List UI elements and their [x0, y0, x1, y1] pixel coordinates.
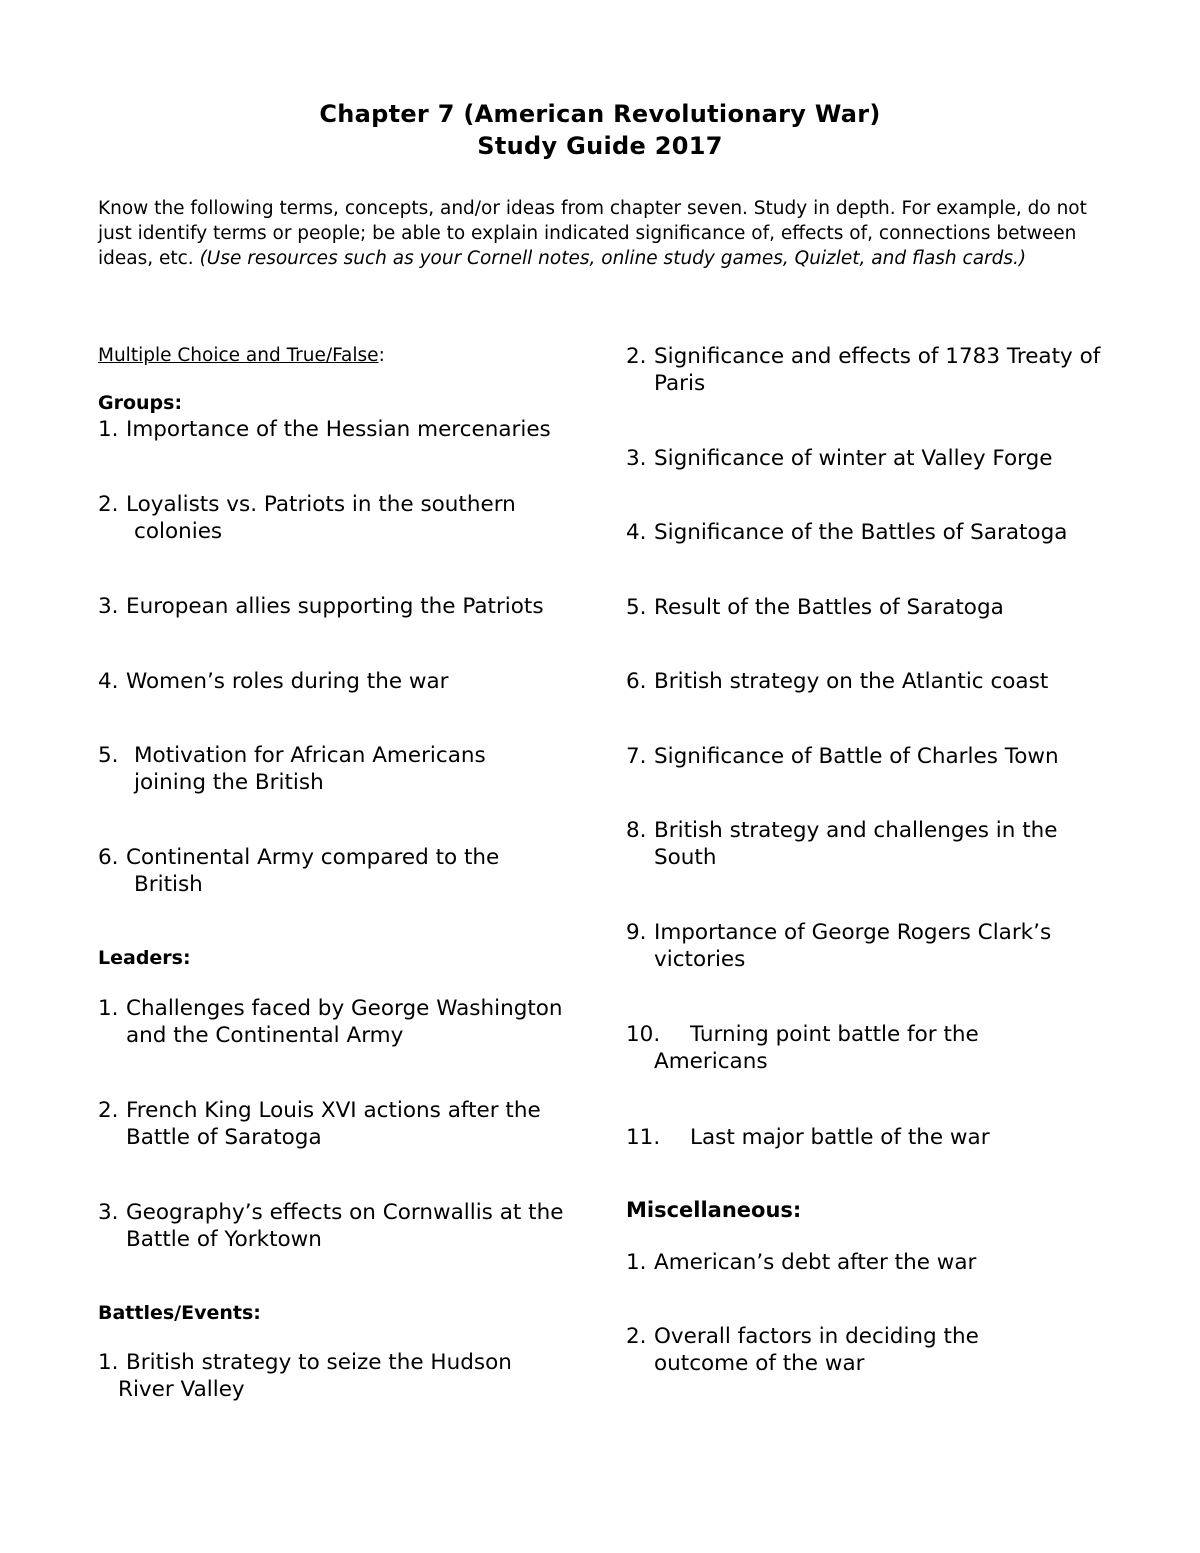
item-text-line: Continental Army compared to the: [126, 845, 500, 870]
item-text-line: Americans: [654, 1049, 768, 1074]
list-item: [626, 1249, 1126, 1276]
item-number: 4.: [98, 669, 119, 694]
misc-heading: Miscellaneous:: [626, 1198, 802, 1222]
intro-paragraph: [98, 196, 1108, 271]
item-text-line: British strategy to seize the Hudson: [126, 1350, 512, 1375]
list-item: [626, 1323, 1126, 1377]
item-text: French King Louis XVI actions after the Battle of Saratoga: [126, 1098, 541, 1150]
list-item: [98, 742, 608, 796]
item-number: 9.: [626, 920, 647, 945]
list-item: [98, 1199, 608, 1253]
intro-text: Know the following terms, concepts, and/or ideas from chapter seven. Study in depth. For example, do not just identify terms or people; be able to explain indicated significance of, effects of, connections between ideas, etc.: [98, 198, 1087, 269]
list-item: [626, 1124, 1126, 1151]
page-subtitle: Study Guide 2017: [477, 132, 723, 160]
item-text: [98, 491, 566, 545]
intro-resources-note: (Use resources such as your Cornell notes, online study games, Quizlet, and flash cards.): [199, 248, 1027, 269]
item-text-line: British: [134, 872, 203, 897]
item-number: 1.: [626, 1250, 647, 1275]
item-text: Significance and effects of 1783 Treaty of Paris: [654, 344, 1101, 396]
item-number: 3.: [98, 1200, 119, 1225]
item-text: Challenges faced by George Washington and the Continental Army: [126, 996, 563, 1048]
groups-heading: Groups:: [98, 392, 183, 414]
list-item: [98, 416, 608, 443]
item-text-line: Turning point battle for the: [690, 1022, 979, 1047]
leaders-heading: Leaders:: [98, 947, 191, 969]
item-number: 7.: [626, 744, 647, 769]
list-item: [626, 519, 1126, 546]
list-item: [626, 445, 1126, 472]
item-text: Importance of George Rogers Clark’s victories: [654, 920, 1052, 972]
list-item: [98, 668, 608, 695]
item-text: Significance of winter at Valley Forge: [654, 446, 1053, 471]
section-header-label: Multiple Choice and True/False: [98, 345, 379, 366]
list-item: [98, 844, 608, 898]
section-header: [98, 343, 385, 368]
item-text: American’s debt after the war: [654, 1250, 977, 1275]
item-number: 3.: [626, 446, 647, 471]
item-number: 2.: [98, 1098, 119, 1123]
item-text: European allies supporting the Patriots: [126, 594, 544, 619]
list-item: [626, 743, 1126, 770]
item-text: [626, 1021, 1054, 1075]
item-number: 6.: [98, 845, 119, 870]
item-number: 1.: [98, 417, 119, 442]
item-number: 3.: [98, 594, 119, 619]
item-number: 2.: [626, 1324, 647, 1349]
page-title: Chapter 7 (American Revolutionary War): [319, 100, 881, 128]
item-number: 5.: [98, 743, 119, 768]
list-item: [98, 593, 608, 620]
item-text: Overall factors in deciding the outcome of the war: [654, 1324, 979, 1376]
item-number: 4.: [626, 520, 647, 545]
item-number: 6.: [626, 669, 647, 694]
item-number: 8.: [626, 818, 647, 843]
battles-heading: Battles/Events:: [98, 1302, 261, 1324]
item-number: 10.: [626, 1022, 661, 1047]
item-text: [98, 1349, 566, 1403]
item-number: 2.: [626, 344, 647, 369]
item-text: Significance of the Battles of Saratoga: [654, 520, 1068, 545]
list-item: [98, 1349, 608, 1403]
item-text: Importance of the Hessian mercenaries: [126, 417, 551, 442]
item-text: [98, 844, 546, 898]
list-item: [626, 817, 1126, 871]
item-text: Result of the Battles of Saratoga: [654, 595, 1004, 620]
section-header-suffix: :: [378, 345, 385, 366]
item-text: British strategy and challenges in the South: [654, 818, 1058, 870]
item-text-line: colonies: [134, 519, 223, 544]
list-item: [98, 491, 608, 545]
list-item: [626, 1021, 1126, 1075]
list-item: [626, 668, 1126, 695]
item-number: 11.: [626, 1125, 661, 1150]
list-item: [98, 995, 608, 1049]
item-text: Significance of Battle of Charles Town: [654, 744, 1059, 769]
item-text: Motivation for African Americans joining the British: [134, 743, 486, 795]
item-text: Women’s roles during the war: [126, 669, 449, 694]
item-number: 2.: [98, 492, 119, 517]
item-number: 1.: [98, 1350, 119, 1375]
list-item: [98, 1097, 608, 1151]
list-item: [626, 594, 1126, 621]
item-text: British strategy on the Atlantic coast: [654, 669, 1049, 694]
item-number: 5.: [626, 595, 647, 620]
list-item: [626, 343, 1126, 397]
item-text: Geography’s effects on Cornwallis at the Battle of Yorktown: [126, 1200, 564, 1252]
list-item: [626, 919, 1126, 973]
item-text-line: River Valley: [118, 1377, 245, 1402]
item-text-line: Loyalists vs. Patriots in the southern: [126, 492, 516, 517]
item-number: 1.: [98, 996, 119, 1021]
item-text: Last major battle of the war: [690, 1125, 990, 1150]
